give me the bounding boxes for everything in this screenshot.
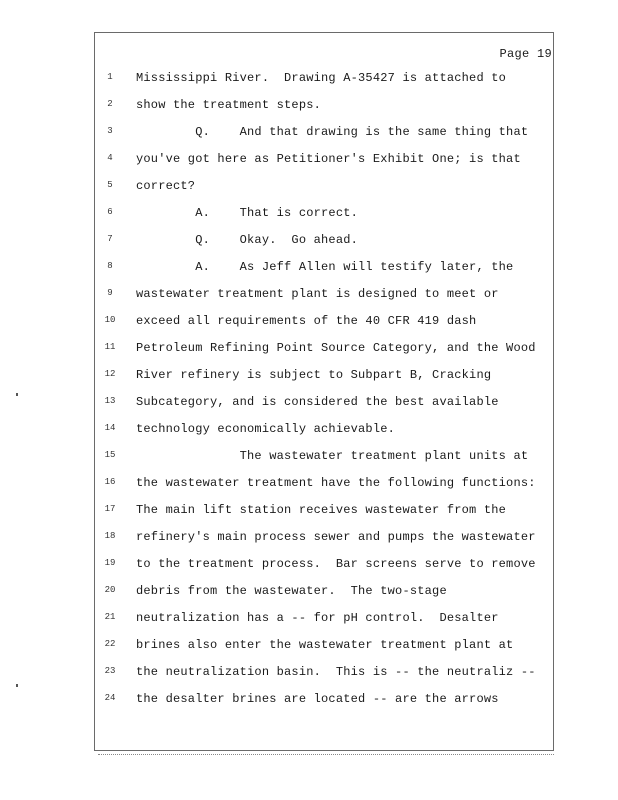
transcript-line: Q. Okay. Go ahead. [136,233,359,247]
transcript-line: A. As Jeff Allen will testify later, the [136,260,514,274]
transcript-line: debris from the wastewater. The two-stage [136,584,447,598]
line-number: 22 [104,639,116,649]
line-number: 3 [107,126,113,136]
transcript-line: technology economically achievable. [136,422,396,436]
transcript-line: the desalter brines are located -- are the arrows [136,692,499,706]
transcript-line: wastewater treatment plant is designed to meet or [136,287,499,301]
scan-margin-mark [16,393,18,396]
line-number: 5 [107,180,113,190]
line-number: 4 [107,153,113,163]
transcript-line: correct? [136,179,196,193]
line-number: 23 [104,666,116,676]
line-number: 18 [104,531,116,541]
scan-margin-mark [16,684,18,687]
line-number: 20 [104,585,116,595]
line-number: 15 [104,450,116,460]
transcript-line: neutralization has a -- for pH control. Desalter [136,611,499,625]
transcript-line: you've got here as Petitioner's Exhibit One; is that [136,152,521,166]
transcript-line: brines also enter the wastewater treatment plant at [136,638,514,652]
transcript-line: Q. And that drawing is the same thing that [136,125,529,139]
line-number: 1 [107,72,113,82]
line-number: 19 [104,558,116,568]
transcript-line: to the treatment process. Bar screens serve to remove [136,557,536,571]
transcript-line: Petroleum Refining Point Source Category, and the Wood [136,341,536,355]
transcript-line: refinery's main process sewer and pumps the wastewater [136,530,536,544]
transcript-line: show the treatment steps. [136,98,322,112]
line-number: 14 [104,423,116,433]
line-number: 7 [107,234,113,244]
transcript-line: exceed all requirements of the 40 CFR 419 dash [136,314,477,328]
line-number: 6 [107,207,113,217]
line-number: 10 [104,315,116,325]
line-number: 9 [107,288,113,298]
page-number: Page 19 [499,47,552,61]
transcript-line: A. That is correct. [136,206,359,220]
transcript-line: Subcategory, and is considered the best available [136,395,499,409]
line-number: 11 [104,342,116,352]
line-number: 8 [107,261,113,271]
line-number: 13 [104,396,116,406]
scan-bottom-rule [98,754,554,755]
transcript-line: the neutralization basin. This is -- the neutraliz -- [136,665,536,679]
transcript-line: Mississippi River. Drawing A-35427 is attached to [136,71,507,85]
line-number: 12 [104,369,116,379]
line-number: 24 [104,693,116,703]
line-number: 21 [104,612,116,622]
transcript-line: the wastewater treatment have the following functions: [136,476,536,490]
line-number: 17 [104,504,116,514]
transcript-line: River refinery is subject to Subpart B, Cracking [136,368,492,382]
line-number: 2 [107,99,113,109]
transcript-line: The wastewater treatment plant units at [136,449,529,463]
transcript-line: The main lift station receives wastewater from the [136,503,507,517]
line-number: 16 [104,477,116,487]
